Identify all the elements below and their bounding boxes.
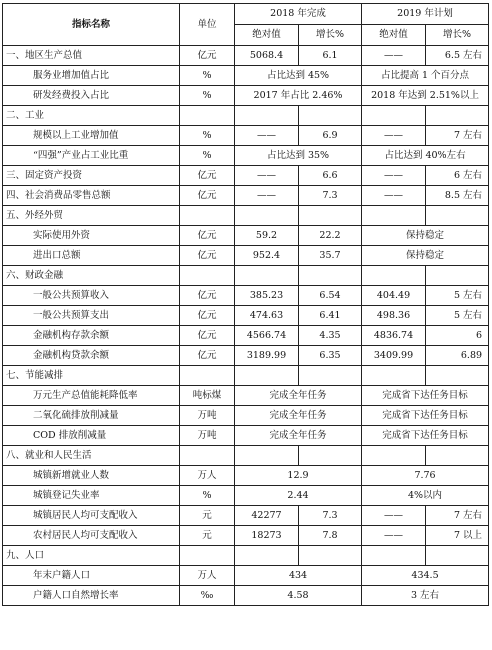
unit-cell: %	[180, 66, 235, 86]
header-2019-growth: 增长%	[426, 25, 489, 46]
value-2018-growth	[299, 446, 362, 466]
value-2018-merged: 占比达到 35%	[235, 146, 362, 166]
table-row	[3, 66, 489, 86]
value-2019-merged: 7.76	[362, 466, 489, 486]
value-2019-absolute: ——	[362, 46, 426, 66]
indicator-table	[2, 3, 489, 606]
value-2018-merged: 2.44	[235, 486, 362, 506]
value-2019-merged: 占比达到 40%左右	[362, 146, 489, 166]
value-2019-merged: 2018 年达到 2.51%以上	[362, 86, 489, 106]
value-2018-growth: 6.6	[299, 166, 362, 186]
indicator-name: 万元生产总值能耗降低率	[3, 386, 180, 406]
value-2018-growth	[299, 266, 362, 286]
value-2018-growth: 7.8	[299, 526, 362, 546]
value-2018-absolute	[235, 366, 299, 386]
value-2018-absolute	[235, 106, 299, 126]
table-row	[3, 46, 489, 66]
table-row	[3, 566, 489, 586]
table-row	[3, 366, 489, 386]
value-2018-absolute: 5068.4	[235, 46, 299, 66]
table-row	[3, 226, 489, 246]
section-name: 四、社会消费品零售总额	[3, 186, 180, 206]
value-2018-growth: 6.9	[299, 126, 362, 146]
header-unit: 单位	[180, 4, 235, 46]
value-2019-absolute: ——	[362, 526, 426, 546]
value-2018-merged: 完成全年任务	[235, 406, 362, 426]
section-name: 三、固定资产投资	[3, 166, 180, 186]
table-row	[3, 506, 489, 526]
value-2018-absolute: 3189.99	[235, 346, 299, 366]
unit-cell: 亿元	[180, 346, 235, 366]
value-2019-merged: 保持稳定	[362, 246, 489, 266]
value-2019-growth	[426, 366, 489, 386]
table-row	[3, 146, 489, 166]
header-2018: 2018 年完成	[235, 4, 362, 25]
unit-cell: 万吨	[180, 426, 235, 446]
unit-cell: %	[180, 126, 235, 146]
section-name: 五、外经外贸	[3, 206, 180, 226]
value-2019-growth: 5 左右	[426, 286, 489, 306]
value-2018-absolute: 42277	[235, 506, 299, 526]
header-2019: 2019 年计划	[362, 4, 489, 25]
value-2019-growth	[426, 266, 489, 286]
unit-cell	[180, 546, 235, 566]
indicator-name: 实际使用外资	[3, 226, 180, 246]
table-row	[3, 126, 489, 146]
value-2019-absolute	[362, 106, 426, 126]
value-2019-growth	[426, 106, 489, 126]
value-2019-growth	[426, 546, 489, 566]
unit-cell: %	[180, 146, 235, 166]
value-2019-growth: 6.5 左右	[426, 46, 489, 66]
value-2018-merged: 占比达到 45%	[235, 66, 362, 86]
value-2018-growth: 7.3	[299, 186, 362, 206]
indicator-name: 城镇新增就业人数	[3, 466, 180, 486]
value-2018-absolute: 385.23	[235, 286, 299, 306]
value-2019-absolute: ——	[362, 506, 426, 526]
table-row	[3, 86, 489, 106]
value-2019-growth	[426, 206, 489, 226]
indicator-name: 一般公共预算支出	[3, 306, 180, 326]
indicator-name: 规模以上工业增加值	[3, 126, 180, 146]
value-2018-absolute: 952.4	[235, 246, 299, 266]
indicator-name: 城镇居民人均可支配收入	[3, 506, 180, 526]
value-2019-absolute: ——	[362, 166, 426, 186]
unit-cell: 元	[180, 526, 235, 546]
section-name: 二、工业	[3, 106, 180, 126]
indicator-name: 农村居民人均可支配收入	[3, 526, 180, 546]
indicator-name: 服务业增加值占比	[3, 66, 180, 86]
table-row	[3, 306, 489, 326]
section-name: 八、就业和人民生活	[3, 446, 180, 466]
value-2019-growth: 6.89	[426, 346, 489, 366]
value-2019-growth	[426, 446, 489, 466]
value-2018-absolute: 18273	[235, 526, 299, 546]
table-row	[3, 586, 489, 606]
value-2018-growth	[299, 546, 362, 566]
unit-cell: %	[180, 86, 235, 106]
value-2018-growth: 7.3	[299, 506, 362, 526]
value-2018-merged: 12.9	[235, 466, 362, 486]
value-2018-growth	[299, 366, 362, 386]
value-2018-growth	[299, 206, 362, 226]
value-2018-growth: 22.2	[299, 226, 362, 246]
unit-cell: 万人	[180, 466, 235, 486]
table-row	[3, 246, 489, 266]
value-2019-absolute	[362, 546, 426, 566]
unit-cell: 亿元	[180, 246, 235, 266]
indicator-name: 金融机构贷款余额	[3, 346, 180, 366]
table-row	[3, 486, 489, 506]
table-row	[3, 266, 489, 286]
indicator-name: 年末户籍人口	[3, 566, 180, 586]
value-2018-absolute: ——	[235, 126, 299, 146]
unit-cell	[180, 206, 235, 226]
table-row	[3, 406, 489, 426]
value-2019-merged: 434.5	[362, 566, 489, 586]
value-2019-absolute	[362, 366, 426, 386]
value-2018-merged: 4.58	[235, 586, 362, 606]
value-2018-growth	[299, 106, 362, 126]
indicator-name: 一般公共预算收入	[3, 286, 180, 306]
table-row	[3, 346, 489, 366]
value-2019-absolute	[362, 446, 426, 466]
value-2018-absolute: 474.63	[235, 306, 299, 326]
indicator-name: 进出口总额	[3, 246, 180, 266]
value-2018-absolute: ——	[235, 166, 299, 186]
unit-cell: 亿元	[180, 326, 235, 346]
unit-cell: 亿元	[180, 186, 235, 206]
section-name: 一、地区生产总值	[3, 46, 180, 66]
table-row	[3, 106, 489, 126]
unit-cell: 万人	[180, 566, 235, 586]
table-row	[3, 426, 489, 446]
header-2019-absolute: 绝对值	[362, 25, 426, 46]
unit-cell: 亿元	[180, 286, 235, 306]
value-2019-absolute: 498.36	[362, 306, 426, 326]
indicator-name: 城镇登记失业率	[3, 486, 180, 506]
value-2018-absolute: 4566.74	[235, 326, 299, 346]
value-2019-growth: 7 左右	[426, 506, 489, 526]
value-2019-absolute: 404.49	[362, 286, 426, 306]
unit-cell: 吨标煤	[180, 386, 235, 406]
value-2019-merged: 完成省下达任务目标	[362, 406, 489, 426]
value-2019-absolute	[362, 266, 426, 286]
indicator-name: 研发经费投入占比	[3, 86, 180, 106]
value-2018-absolute: ——	[235, 186, 299, 206]
value-2018-growth: 4.35	[299, 326, 362, 346]
unit-cell	[180, 446, 235, 466]
table-row	[3, 166, 489, 186]
table-row	[3, 206, 489, 226]
unit-cell: ‰	[180, 586, 235, 606]
unit-cell: 亿元	[180, 166, 235, 186]
value-2019-absolute: 3409.99	[362, 346, 426, 366]
value-2018-growth: 6.35	[299, 346, 362, 366]
value-2019-merged: 完成省下达任务目标	[362, 426, 489, 446]
value-2019-merged: 完成省下达任务目标	[362, 386, 489, 406]
unit-cell: 亿元	[180, 46, 235, 66]
value-2018-absolute	[235, 446, 299, 466]
header-2018-absolute: 绝对值	[235, 25, 299, 46]
table-row	[3, 466, 489, 486]
value-2019-growth: 7 以上	[426, 526, 489, 546]
value-2019-growth: 6 左右	[426, 166, 489, 186]
value-2018-absolute: 59.2	[235, 226, 299, 246]
table-row	[3, 386, 489, 406]
value-2019-merged: 占比提高 1 个百分点	[362, 66, 489, 86]
unit-cell: %	[180, 486, 235, 506]
value-2019-merged: 4%以内	[362, 486, 489, 506]
value-2018-merged: 2017 年占比 2.46%	[235, 86, 362, 106]
value-2019-merged: 3 左右	[362, 586, 489, 606]
value-2019-growth: 6	[426, 326, 489, 346]
unit-cell: 万吨	[180, 406, 235, 426]
indicator-name: 户籍人口自然增长率	[3, 586, 180, 606]
table-row	[3, 186, 489, 206]
value-2018-absolute	[235, 546, 299, 566]
header-indicator-name: 指标名称	[3, 4, 180, 46]
table-row	[3, 526, 489, 546]
section-name: 九、人口	[3, 546, 180, 566]
value-2019-absolute: ——	[362, 126, 426, 146]
unit-cell: 亿元	[180, 306, 235, 326]
table-body	[3, 46, 489, 606]
value-2019-growth: 7 左右	[426, 126, 489, 146]
section-name: 七、节能减排	[3, 366, 180, 386]
indicator-name: COD 排放削减量	[3, 426, 180, 446]
value-2019-absolute: ——	[362, 186, 426, 206]
value-2018-absolute	[235, 266, 299, 286]
value-2018-growth: 6.54	[299, 286, 362, 306]
indicator-name: 金融机构存款余额	[3, 326, 180, 346]
value-2018-growth: 6.41	[299, 306, 362, 326]
value-2018-growth: 6.1	[299, 46, 362, 66]
value-2019-merged: 保持稳定	[362, 226, 489, 246]
value-2018-merged: 434	[235, 566, 362, 586]
value-2018-merged: 完成全年任务	[235, 386, 362, 406]
indicator-name: “四强”产业占工业比重	[3, 146, 180, 166]
value-2019-absolute	[362, 206, 426, 226]
unit-cell: 元	[180, 506, 235, 526]
unit-cell	[180, 106, 235, 126]
table-row	[3, 326, 489, 346]
value-2018-growth: 35.7	[299, 246, 362, 266]
value-2019-growth: 8.5 左右	[426, 186, 489, 206]
unit-cell	[180, 266, 235, 286]
value-2018-absolute	[235, 206, 299, 226]
section-name: 六、财政金融	[3, 266, 180, 286]
unit-cell: 亿元	[180, 226, 235, 246]
table-row	[3, 446, 489, 466]
table-row	[3, 546, 489, 566]
unit-cell	[180, 366, 235, 386]
value-2018-merged: 完成全年任务	[235, 426, 362, 446]
table-row	[3, 286, 489, 306]
value-2019-growth: 5 左右	[426, 306, 489, 326]
indicator-name: 二氧化硫排放削减量	[3, 406, 180, 426]
header-2018-growth: 增长%	[299, 25, 362, 46]
value-2019-absolute: 4836.74	[362, 326, 426, 346]
